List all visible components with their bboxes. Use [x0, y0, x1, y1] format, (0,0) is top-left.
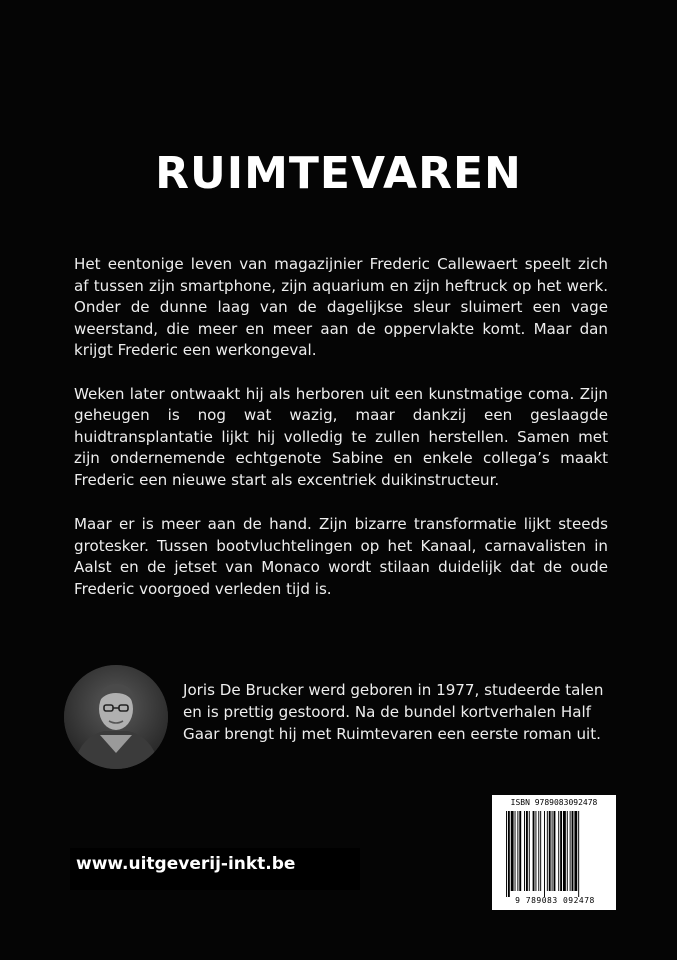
- blurb-paragraph: Het eentonige leven van magazijnier Frederic Callewaert speelt zich af tussen zijn smartphone, zijn aquarium en zijn heftruck op het werk. Onder de dunne laag van de dagelijkse sleur sluimert een vage weerstand, die meer en meer aan de oppervlakte komt. Maar dan krijgt Frederic een werkongeval.: [74, 255, 608, 359]
- blurb-paragraph: Maar er is meer aan de hand. Zijn bizarre transformatie lijkt steeds grotesker. Tussen bootvluchtelingen op het Kanaal, carnavalisten in Aalst en de jetset van Monaco wordt stilaan duidelijk dat de oude Frederic voorgoed verleden tijd is.: [74, 515, 608, 598]
- publisher-website[interactable]: [70, 848, 360, 890]
- book-title: RUIMTEVAREN: [155, 148, 522, 199]
- author-bio: Joris De Brucker werd geboren in 1977, studeerde talen en is prettig gestoord. Na de bundel kortverhalen Half Gaar brengt hij met Ruimtevaren een eerste roman uit.: [183, 681, 604, 743]
- publisher-website-text[interactable]: www.uitgeverij-inkt.be: [76, 854, 296, 874]
- barcode-bars: [506, 811, 604, 897]
- isbn-barcode: [492, 795, 616, 910]
- barcode-digits: 9 789083 092478: [515, 896, 595, 905]
- isbn-label: ISBN 9789083092478: [510, 798, 598, 807]
- blurb-paragraph: Weken later ontwaakt hij als herboren uit een kunstmatige coma. Zijn geheugen is nog wat wazig, maar dankzij een geslaagde huidtransplantatie lijkt hij volledig te zullen herstellen. Samen met zijn ondernemende echtgenote Sabine en enkele collega’s maakt Frederic een nieuwe start als excentriek duikinstructeur.: [74, 384, 608, 489]
- back-cover-blurb: [74, 254, 608, 623]
- author-photo: [64, 665, 168, 769]
